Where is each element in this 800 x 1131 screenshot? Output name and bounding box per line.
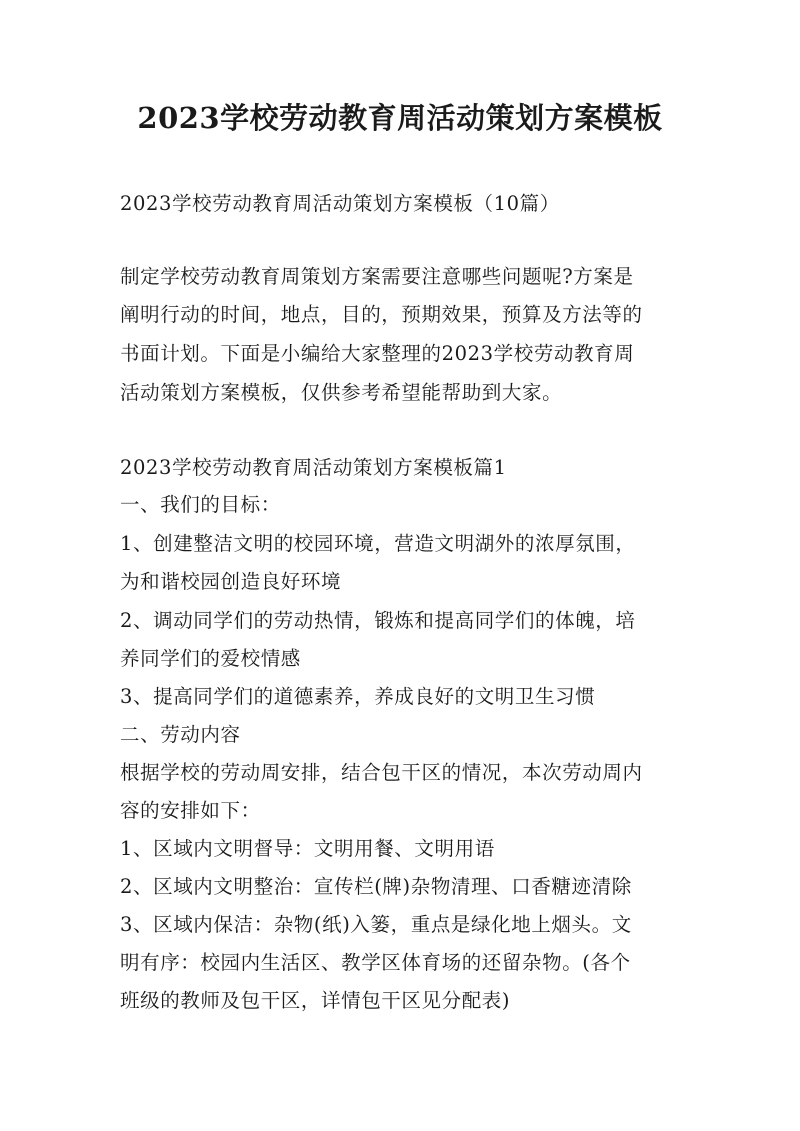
content-intro-line-1: 根据学校的劳动周安排，结合包干区的情况，本次劳动周内 [120,761,643,784]
content-item-1: 1、区域内文明督导：文明用餐、文明用语 [120,837,495,860]
document-title: 2023学校劳动教育周活动策划方案模板 [137,101,663,135]
goal-1-line-2: 为和谐校园创造良好环境 [120,570,342,593]
section-heading: 2023学校劳动教育周活动策划方案模板篇1 [120,456,507,479]
intro-line-4: 活动策划方案模板，仅供参考希望能帮助到大家。 [120,381,563,404]
content-item-3-line-1: 3、区域内保洁：杂物(纸)入篓，重点是绿化地上烟头。文 [120,913,632,936]
content-heading: 二、劳动内容 [120,723,241,746]
content-item-2: 2、区域内文明整治：宣传栏(牌)杂物清理、口香糖迹清除 [120,875,632,898]
goal-2-line-2: 养同学们的爱校情感 [120,647,301,670]
intro-line-1: 制定学校劳动教育周策划方案需要注意哪些问题呢?方案是 [120,265,634,288]
content-intro-line-2: 容的安排如下： [120,799,261,822]
content-item-3-line-3: 班级的教师及包干区，详情包干区见分配表) [120,989,511,1012]
goal-2-line-1: 2、调动同学们的劳动热情，锻炼和提高同学们的体魄，培 [120,609,636,632]
intro-line-2: 阐明行动的时间，地点，目的，预期效果，预算及方法等的 [120,303,643,326]
goal-1-line-1: 1、创建整洁文明的校园环境，营造文明湖外的浓厚氛围， [120,532,636,555]
content-item-3-line-2: 明有序：校园内生活区、教学区体育场的还留杂物。(各个 [120,951,631,974]
intro-line-3: 书面计划。下面是小编给大家整理的2023学校劳动教育周 [120,342,635,365]
subtitle-line: 2023学校劳动教育周活动策划方案模板（10篇） [120,192,560,215]
goal-3-line: 3、提高同学们的道德素养，养成良好的文明卫生习惯 [120,685,596,708]
goals-heading: 一、我们的目标： [120,493,281,516]
